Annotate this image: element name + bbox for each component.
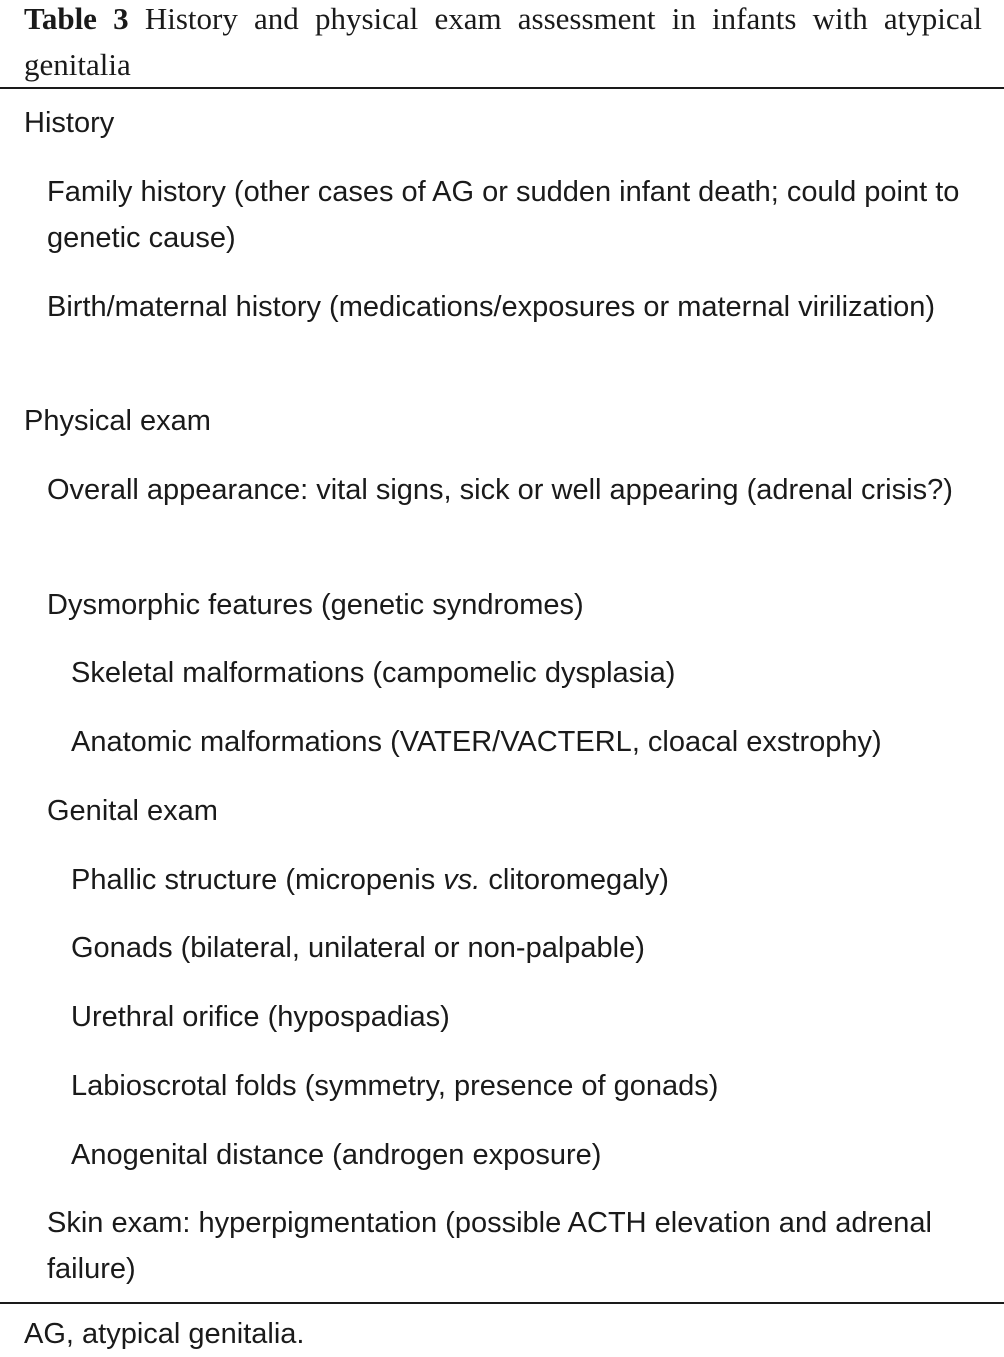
row-text-italic: vs.	[443, 864, 481, 896]
top-rule	[0, 87, 1004, 89]
table-row: Anatomic malformations (VATER/VACTERL, cloacal exstrophy)	[71, 726, 882, 758]
section-heading-history: History	[24, 107, 115, 139]
section-heading-physical-exam: Physical exam	[24, 405, 211, 437]
table-caption	[24, 0, 982, 88]
table-row: Overall appearance: vital signs, sick or well appearing (adrenal crisis?)	[47, 474, 953, 506]
table-row	[71, 857, 1001, 903]
table-row: Birth/maternal history (medications/exposures or maternal virilization)	[47, 291, 936, 323]
table-row: Anogenital distance (androgen exposure)	[71, 1139, 602, 1171]
row-text: Phallic structure (micropenis	[71, 864, 444, 896]
table-row: Gonads (bilateral, unilateral or non-palpable)	[71, 932, 645, 964]
table-footnote: AG, atypical genitalia.	[24, 1318, 305, 1350]
table-label: Table 3	[24, 1, 129, 36]
table-row: Skin exam: hyperpigmentation (possible ACTH elevation and adrenal failure)	[47, 1207, 932, 1285]
table-row: Skeletal malformations (campomelic dysplasia)	[71, 657, 676, 689]
bottom-rule	[0, 1302, 1004, 1304]
table-row: Dysmorphic features (genetic syndromes)	[47, 589, 584, 621]
row-text: clitoromegaly)	[480, 864, 669, 896]
table-row: Urethral orifice (hypospadias)	[71, 1001, 450, 1033]
table-row: Genital exam	[47, 795, 218, 827]
table-row: Family history (other cases of AG or sudden infant death; could point to genetic cause)	[47, 176, 960, 254]
table-row: Labioscrotal folds (symmetry, presence of gonads)	[71, 1070, 719, 1102]
table-title: History and physical exam assessment in infants with atypical genitalia	[24, 1, 982, 82]
